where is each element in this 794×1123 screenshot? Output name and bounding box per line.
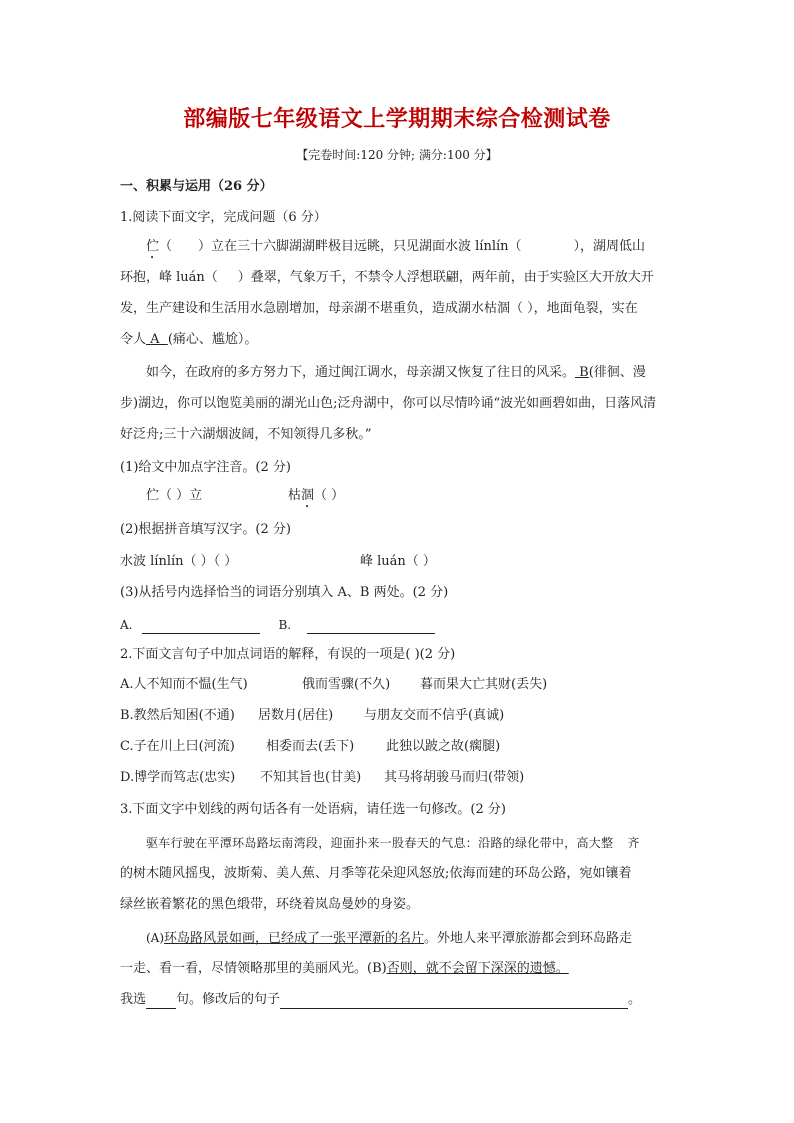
blank-a: A bbox=[150, 332, 160, 347]
q1-sub3: (3)从括号内选择恰当的词语分别填入 A、B 两处。(2 分) bbox=[120, 585, 449, 600]
q1-passage-line-7: 好泛舟;三十六湖烟波阔，不知领得几多秋。” bbox=[120, 427, 372, 442]
q1-sub2-item-a: 水波 línlín（ ）（ ） bbox=[120, 554, 238, 569]
q1-sub1-item-a: 伫（ ）立 bbox=[146, 488, 203, 503]
q3-passage-line-4: (A)环岛路风景如画，已经成了一张平潭新的名片。外地人来平潭旅游都会到环岛路走 bbox=[146, 931, 633, 946]
q1-passage-line-1: 伫（ ）立在三十六脚湖湖畔极目远眺，只见湖面水波 línlín（ ），湖周低山 bbox=[146, 239, 646, 254]
q2-option-d: D.博学而笃志(忠实) 不知其旨也(甘美) 其马将胡骏马而归(带领) bbox=[120, 770, 525, 785]
q3-passage-line-2: 的树木随风摇曳，波斯菊、美人蕉、月季等花朵迎风怒放;依海而建的环岛公路，宛如镶着 bbox=[120, 866, 632, 881]
answer-blank-a[interactable] bbox=[142, 619, 260, 634]
q1-sub2-item-b: 峰 luán（ ） bbox=[360, 554, 436, 569]
blank-b: B bbox=[579, 365, 589, 380]
q1-sub2: (2)根据拼音填写汉字。(2 分) bbox=[120, 522, 291, 537]
q2-option-b: B.教然后知困(不通) 居数月(居住) 与朋友交而不信乎(真诚) bbox=[120, 708, 505, 723]
answer-sentence-blank[interactable] bbox=[280, 994, 628, 1009]
question-2-stem: 2.下面文言句子中加点词语的解释，有误的一项是( )(2 分) bbox=[120, 647, 456, 662]
question-3-stem: 3.下面文字中划线的两句话各有一处语病，请任选一句修改。(2 分) bbox=[120, 802, 506, 817]
q1-sub1: (1)给文中加点字注音。(2 分) bbox=[120, 460, 291, 475]
q1-passage-line-2: 环抱，峰 luán（ ）叠翠，气象万千，不禁令人浮想联翩，两年前，由于实验区大开放大开 bbox=[120, 270, 654, 285]
q2-option-c: C.子在川上曰(河流) 相委而去(丢下) 此独以跛之故(瘸腿) bbox=[120, 739, 501, 754]
q2-option-a: A.人不知而不愠(生气) 俄而雪骤(不久) 暮而果大亡其财(丢失) bbox=[120, 677, 548, 692]
answer-blank-b[interactable] bbox=[307, 619, 435, 634]
section-heading: 一、积累与运用（26 分） bbox=[120, 179, 273, 194]
q1-passage-line-4: 令人 A (痛心、尴尬）。 bbox=[120, 332, 258, 347]
q1-passage-line-5: 如今，在政府的多方努力下，通过闽江调水，母亲湖又恢复了往日的风采。 B(徘徊、漫 bbox=[146, 365, 646, 380]
q1-passage-line-6: 步)湖边，你可以饱览美丽的湖光山色;泛舟湖中，你可以尽情吟诵“波光如画碧如曲，日落风清 bbox=[120, 396, 657, 411]
answer-choice-blank[interactable] bbox=[146, 994, 176, 1009]
q1-passage-line-3: 发，生产建设和生活用水急剧增加，母亲湖不堪重负，造成湖水枯涸（ ），地面龟裂，实在 bbox=[120, 301, 638, 316]
exam-info: 【完卷时间:120 分钟; 满分:100 分】 bbox=[296, 148, 498, 162]
q1-sub3-answers: A. B. bbox=[120, 616, 435, 634]
underlined-sentence-b: 否则，就不会留下深深的遗憾。 bbox=[386, 961, 569, 976]
q1-sub1-item-b: 枯涸（ ） bbox=[288, 488, 345, 503]
page-title: 部编版七年级语文上学期期末综合检测试卷 bbox=[183, 106, 611, 132]
q3-passage-line-5: 一走、看一看，尽情领略那里的美丽风光。(B)否则，就不会留下深深的遗憾。 bbox=[120, 961, 569, 976]
underlined-sentence-a: 环岛路风景如画，已经成了一张平潭新的名片 bbox=[164, 931, 425, 946]
q3-answer-line: 我选 句。修改后的句子 。 bbox=[120, 992, 642, 1007]
q3-passage-line-3: 绿丝嵌着繁花的黑色缎带，环绕着岚岛曼妙的身姿。 bbox=[120, 897, 420, 912]
question-1-stem: 1.阅读下面文字，完成问题（6 分） bbox=[120, 210, 327, 225]
q3-passage-line-1: 驱车行驶在平潭环岛路坛南湾段，迎面扑来一股春天的气息：沿路的绿化带中，高大整 齐 bbox=[146, 836, 640, 850]
